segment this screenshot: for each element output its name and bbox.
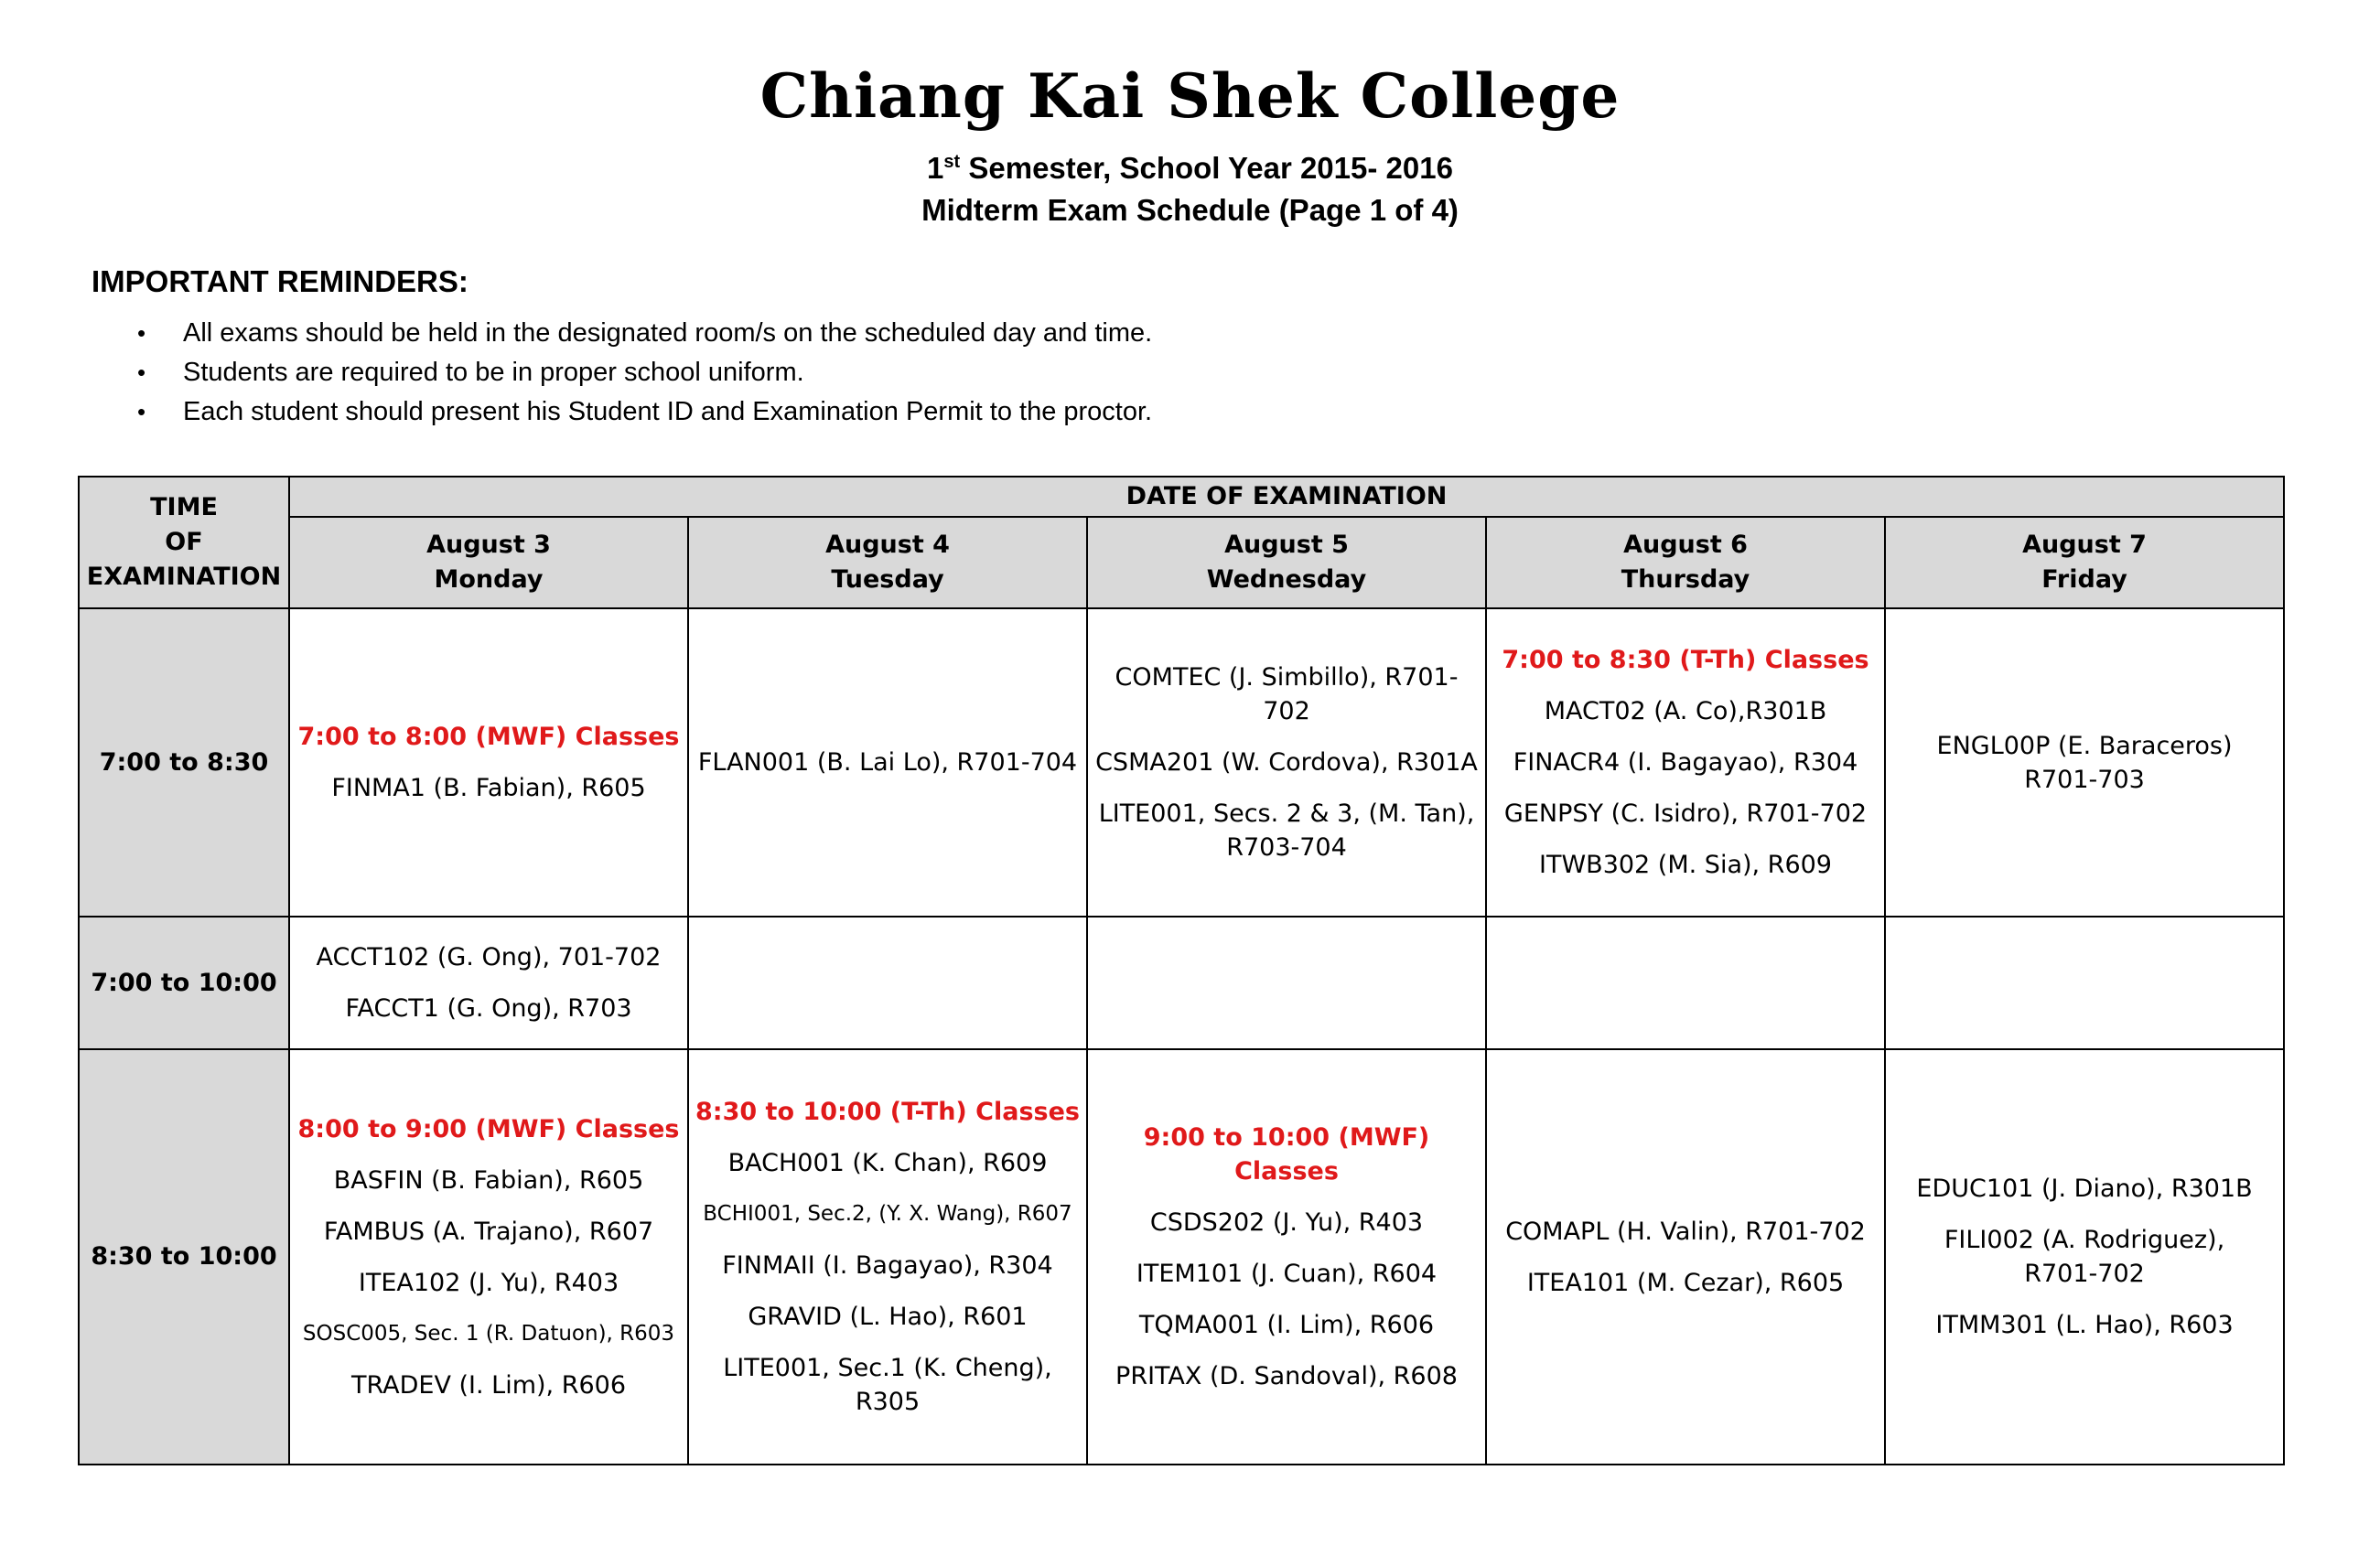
exam-entry: ITEA101 (M. Cezar), R605 [1526, 1268, 1845, 1297]
exam-entry: FLAN001 (B. Lai Lo), R701-704 [697, 748, 1078, 777]
schedule-cell [289, 608, 688, 917]
reminders-title: IMPORTANT REMINDERS: [92, 264, 468, 298]
exam-entry: ACCT102 (G. Ong), 701-702 [316, 943, 662, 971]
exam-entry: CSMA201 (W. Cordova), R301A [1095, 748, 1478, 777]
schedule-cell [688, 608, 1087, 917]
bullet-icon: • [137, 398, 146, 425]
exam-entry: FINMAII (I. Bagayao), R304 [722, 1251, 1053, 1280]
day-date: August 6 [1623, 531, 1748, 559]
table-row [79, 917, 2284, 1049]
semester-line [0, 141, 2380, 189]
day-date: August 3 [426, 531, 551, 559]
schedule-cell [1087, 1049, 1486, 1465]
reminder-text: All exams should be held in the designated room/s on the scheduled day and time. [183, 318, 1153, 348]
table-row [79, 1049, 2284, 1465]
day-name: Thursday [1621, 565, 1750, 594]
schedule-cell-empty [1885, 917, 2284, 1049]
schedule-cell [1885, 608, 2284, 917]
exam-entry: FINACR4 (I. Bagayao), R304 [1513, 748, 1858, 777]
exam-entry: ITWB302 (M. Sia), R609 [1539, 851, 1832, 879]
time-header-line: EXAMINATION [86, 563, 282, 591]
date-of-examination-header: DATE OF EXAMINATION [289, 477, 2284, 517]
exam-entry: FACCT1 (G. Ong), R703 [345, 994, 632, 1023]
exam-entry-cont: R701-702 [2024, 1260, 2145, 1288]
exam-entry-cont: R703-704 [1226, 833, 1347, 862]
exam-entry: ITEA102 (J. Yu), R403 [358, 1268, 619, 1297]
exam-entry: LITE001, Sec.1 (K. Cheng), R305 [723, 1354, 1052, 1416]
document-header [0, 55, 2380, 231]
time-of-examination-header [79, 477, 289, 608]
schedule-cell [1087, 608, 1486, 917]
day-header-aug6 [1486, 517, 1885, 608]
exam-entry: SOSC005, Sec. 1 (R. Datuon), R603 [302, 1321, 675, 1346]
exam-entry: ITEM101 (J. Cuan), R604 [1136, 1260, 1438, 1288]
reminder-text: Students are required to be in proper school uniform. [183, 358, 804, 387]
exam-entry: GRAVID (L. Hao), R601 [748, 1303, 1028, 1331]
exam-entry: BCHI001, Sec.2, (Y. X. Wang), R607 [703, 1202, 1072, 1226]
exam-entry: TRADEV (I. Lim), R606 [350, 1370, 627, 1400]
exam-entry: ENGL00P (E. Baraceros) [1936, 731, 2233, 760]
exam-entry-cont: R701-703 [2024, 765, 2145, 794]
schedule-cell [1486, 1049, 1885, 1465]
reminder-item [92, 392, 2196, 432]
bullet-icon: • [137, 319, 146, 347]
day-name: Tuesday [831, 565, 944, 594]
exam-entry: BASFIN (B. Fabian), R605 [333, 1165, 644, 1195]
day-date: August 5 [1224, 531, 1349, 559]
class-group-label: 7:00 to 8:00 (MWF) Classes [297, 723, 680, 751]
class-group-label: 7:00 to 8:30 (T-Th) Classes [1502, 646, 1869, 674]
day-header-aug5 [1087, 517, 1486, 608]
exam-entry: FINMA1 (B. Fabian), R605 [331, 774, 646, 802]
schedule-cell-empty [688, 917, 1087, 1049]
day-name: Wednesday [1206, 565, 1367, 594]
exam-entry: BACH001 (K. Chan), R609 [727, 1149, 1048, 1177]
schedule-cell [289, 1049, 688, 1465]
schedule-cell-empty [1486, 917, 1885, 1049]
day-name: Friday [2041, 565, 2127, 594]
reminder-item [92, 353, 2196, 392]
time-header-line: OF [165, 528, 203, 556]
bullet-icon: • [137, 359, 146, 386]
reminder-text: Each student should present his Student ID and Examination Permit to the proctor. [183, 397, 1153, 426]
exam-entry: COMTEC (J. Simbillo), R701-702 [1115, 663, 1459, 725]
schedule-cell [1885, 1049, 2284, 1465]
day-name: Monday [434, 565, 544, 594]
time-slot: 8:30 to 10:00 [79, 1049, 289, 1465]
table-row [79, 608, 2284, 917]
class-group-label: 8:00 to 9:00 (MWF) Classes [297, 1114, 680, 1143]
class-group-label: 9:00 to 10:00 (MWF) Classes [1143, 1123, 1430, 1186]
schedule-cell [289, 917, 688, 1049]
exam-entry: EDUC101 (J. Diano), R301B [1916, 1175, 2253, 1203]
semester-rest: Semester, School Year 2015- 2016 [968, 151, 1453, 185]
exam-entry: MACT02 (A. Co),R301B [1544, 697, 1827, 725]
reminders-section [92, 261, 2196, 432]
time-header-line: TIME [150, 493, 218, 521]
exam-entry: ITMM301 (L. Hao), R603 [1935, 1311, 2234, 1339]
schedule-cell-empty [1087, 917, 1486, 1049]
time-slot: 7:00 to 8:30 [79, 608, 289, 917]
exam-entry: FAMBUS (A. Trajano), R607 [323, 1217, 654, 1246]
exam-entry: GENPSY (C. Isidro), R701-702 [1503, 799, 1868, 828]
day-header-aug4 [688, 517, 1087, 608]
day-date: August 7 [2022, 531, 2147, 559]
reminders-list [92, 314, 2196, 432]
schedule-subtitle: Midterm Exam Schedule (Page 1 of 4) [921, 193, 1459, 227]
exam-entry: CSDS202 (J. Yu), R403 [1149, 1208, 1424, 1237]
schedule-cell [688, 1049, 1087, 1465]
class-group-label: 8:30 to 10:00 (T-Th) Classes [695, 1098, 1080, 1126]
day-date: August 4 [825, 531, 950, 559]
day-header-aug3 [289, 517, 688, 608]
college-name: Chiang Kai Shek College [759, 60, 1621, 132]
exam-schedule-table [78, 476, 2285, 1465]
exam-entry: TQMA001 (I. Lim), R606 [1138, 1311, 1435, 1339]
semester-ordinal: 1 [927, 151, 944, 185]
reminder-item [92, 314, 2196, 353]
exam-entry: FILI002 (A. Rodriguez), [1944, 1226, 2225, 1254]
day-header-aug7 [1885, 517, 2284, 608]
exam-entry: COMAPL (H. Valin), R701-702 [1505, 1217, 1866, 1246]
schedule-cell [1486, 608, 1885, 917]
semester-suffix: st [943, 152, 961, 172]
exam-entry: PRITAX (D. Sandoval), R608 [1115, 1362, 1458, 1390]
time-slot: 7:00 to 10:00 [79, 917, 289, 1049]
exam-entry: LITE001, Secs. 2 & 3, (M. Tan), [1098, 799, 1475, 828]
